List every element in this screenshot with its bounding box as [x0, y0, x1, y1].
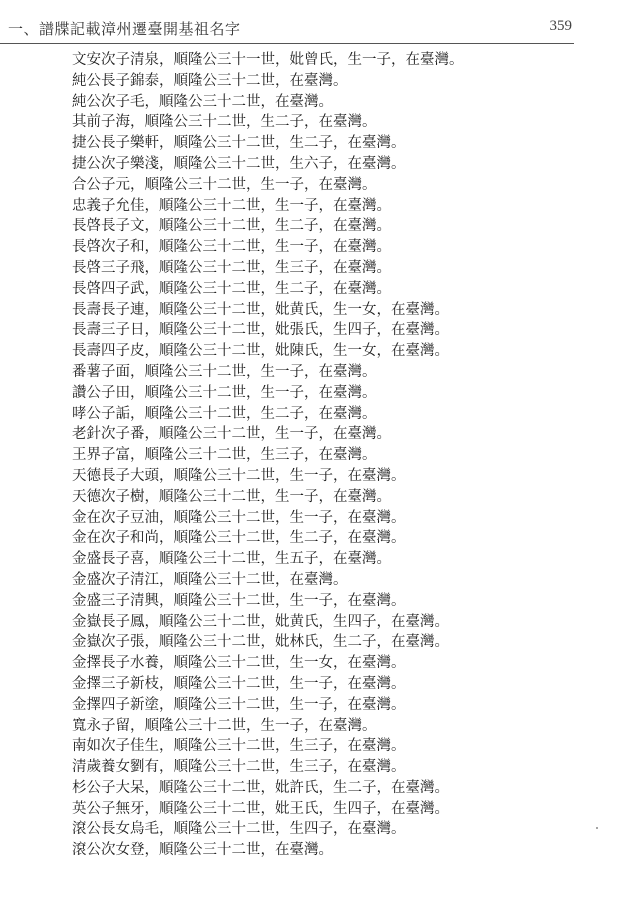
- entry-line: 金擇長子水養，順隆公三十二世，生一女，在臺灣。: [72, 655, 406, 672]
- entry-line: 長壽三子日，順隆公三十二世，妣張氏，生四子，在臺灣。: [72, 322, 449, 339]
- entry-line: 金在次子豆油，順隆公三十二世，生一子，在臺灣。: [72, 509, 406, 526]
- entry-line: 南如次子佳生，順隆公三十二世，生三子，在臺灣。: [72, 738, 406, 755]
- entry-line: 純公次子毛，順隆公三十二世，在臺灣。: [72, 93, 333, 110]
- entry-line: 金擇四子新塗，順隆公三十二世，生一子，在臺灣。: [72, 696, 406, 713]
- entry-line: 長壽長子連，順隆公三十二世，妣黄氏，生一女，在臺灣。: [72, 301, 449, 318]
- entry-line: 捷公次子樂淺，順隆公三十二世，生六子，在臺灣。: [72, 155, 406, 172]
- entry-line: 天德長子大頭，順隆公三十二世，生一子，在臺灣。: [72, 467, 406, 484]
- running-header: [0, 0, 628, 48]
- entry-line: 金盛長子喜，順隆公三十二世，生五子，在臺灣。: [72, 551, 391, 568]
- entry-line: 長啓次子和，順隆公三十二世，生一子，在臺灣。: [72, 239, 391, 256]
- entry-line: 滾公長女烏毛，順隆公三十二世，生四子，在臺灣。: [72, 821, 406, 838]
- entry-line: 金嶽次子張，順隆公三十二世，妣林氏，生二子，在臺灣。: [72, 634, 449, 651]
- header-divider: [0, 43, 574, 44]
- entry-line: 金嶽長子鳳，順隆公三十二世，妣黄氏，生四子，在臺灣。: [72, 613, 449, 630]
- entry-line: 長啓三子飛，順隆公三十二世，生三子，在臺灣。: [72, 259, 391, 276]
- entry-line: 金擇三子新枝，順隆公三十二世，生一子，在臺灣。: [72, 675, 406, 692]
- page-number: 359: [549, 18, 572, 34]
- entry-line: 讚公子田，順隆公三十二世，生一子，在臺灣。: [72, 384, 377, 401]
- entry-line: 清歲養女劉有，順隆公三十二世，生三子，在臺灣。: [72, 759, 406, 776]
- running-header-title: 一、譜牒記載漳州遷臺開基祖名字: [8, 20, 241, 38]
- entry-line: 純公長子錦泰，順隆公三十二世，在臺灣。: [72, 72, 348, 89]
- entry-line: 長壽四子皮，順隆公三十二世，妣陳氏，生一女，在臺灣。: [72, 343, 449, 360]
- entry-line: 長啓長子文，順隆公三十二世，生二子，在臺灣。: [72, 218, 391, 235]
- print-speck: [596, 827, 598, 829]
- entry-line: 其前子海，順隆公三十二世，生二子，在臺灣。: [72, 114, 377, 131]
- entry-line: 合公子元，順隆公三十二世，生一子，在臺灣。: [72, 176, 377, 193]
- entry-line: 捷公長子樂軒，順隆公三十二世，生二子，在臺灣。: [72, 135, 406, 152]
- entry-line: 寬永子留，順隆公三十二世，生一子，在臺灣。: [72, 717, 377, 734]
- entry-line: 長啓四子武，順隆公三十二世，生二子，在臺灣。: [72, 280, 391, 297]
- entry-line: 文安次子清泉，順隆公三十一世，妣曾氏，生一子，在臺灣。: [72, 52, 464, 68]
- entry-line: 金在次子和尚，順隆公三十二世，生二子，在臺灣。: [72, 530, 406, 547]
- genealogy-entry-list: [72, 50, 572, 861]
- entry-line: 哮公子詬，順隆公三十二世，生二子，在臺灣。: [72, 405, 377, 422]
- entry-line: 番薯子面，順隆公三十二世，生一子，在臺灣。: [72, 363, 377, 380]
- entry-line: 金盛次子清江，順隆公三十二世，在臺灣。: [72, 571, 348, 588]
- entry-line: 滾公次女登，順隆公三十二世，在臺灣。: [72, 842, 333, 859]
- entry-line: 忠義子允佳，順隆公三十二世，生一子，在臺灣。: [72, 197, 391, 214]
- entry-line: 王界子富，順隆公三十二世，生三子，在臺灣。: [72, 447, 377, 464]
- entry-line: 杉公子大呆，順隆公三十二世，妣許氏，生二子，在臺灣。: [72, 779, 449, 796]
- entry-line: 英公子無牙，順隆公三十二世，妣王氏，生四子，在臺灣。: [72, 800, 449, 817]
- entry-line: 金盛三子清興，順隆公三十二世，生一子，在臺灣。: [72, 592, 406, 609]
- entry-line: 老針次子番，順隆公三十二世，生一子，在臺灣。: [72, 426, 391, 443]
- entry-line: 天德次子樹，順隆公三十二世，生一子，在臺灣。: [72, 488, 391, 505]
